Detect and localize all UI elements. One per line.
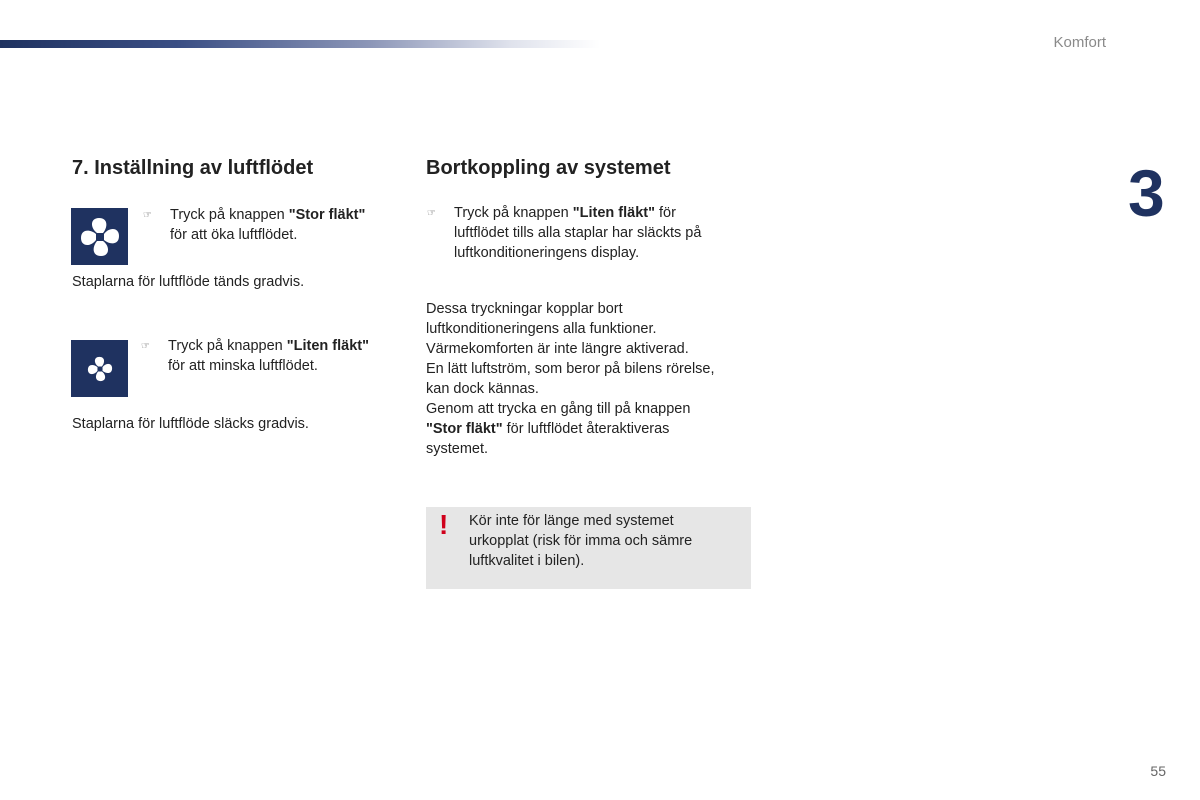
fan-large-icon (71, 208, 128, 265)
right-step-line3: luftkonditioneringens display. (454, 245, 640, 261)
warning-box (426, 507, 751, 589)
right-step (427, 203, 702, 263)
right-step-line1: Tryck på knappen "Liten fläkt" för (454, 205, 676, 221)
liten-flakt-button-name: "Liten fläkt" (286, 338, 369, 354)
right-paragraph-line: kan dock kännas. (426, 381, 539, 397)
right-paragraph-line: Dessa tryckningar kopplar bort (426, 301, 623, 317)
right-paragraph-line: Genom att trycka en gång till på knappen (426, 401, 691, 417)
left-section-title: 7. Inställning av luftflödet (72, 157, 314, 179)
stor-flakt-button-name: "Stor fläkt" (288, 207, 366, 223)
left-step-1-line2: för att öka luftflödet. (170, 227, 298, 243)
pointing-hand-icon: ☞ (141, 341, 150, 352)
liten-flakt-button-name: "Liten fläkt" (572, 205, 655, 221)
warning-text (469, 511, 739, 571)
warning-icon: ! (439, 509, 449, 540)
warning-line: urkopplat (risk för imma och sämre (469, 533, 693, 549)
right-paragraph-line: "Stor fläkt" för luftflödet återaktiveras (426, 421, 670, 437)
warning-line: Kör inte för länge med systemet (469, 513, 674, 529)
stor-flakt-button-name: "Stor fläkt" (426, 421, 503, 437)
left-note-2: Staplarna för luftflöde släcks gradvis. (72, 416, 309, 432)
right-paragraph-line: luftkonditioneringens alla funktioner. (426, 321, 657, 337)
left-step-2 (141, 336, 369, 376)
chapter-number: 3 (1128, 156, 1165, 230)
right-paragraph-line: En lätt luftström, som beror på bilens rörelse, (426, 361, 715, 377)
right-paragraph-line: systemet. (426, 441, 489, 457)
header-gradient-bar (0, 40, 600, 48)
left-step-1-line1: Tryck på knappen "Stor fläkt" (170, 207, 366, 223)
left-step-2-line2: för att minska luftflödet. (168, 358, 318, 374)
page-number: 55 (1150, 763, 1166, 779)
pointing-hand-icon: ☞ (427, 208, 436, 219)
left-note-1: Staplarna för luftflöde tänds gradvis. (72, 274, 305, 290)
right-paragraph-line: Värmekomforten är inte längre aktiverad. (426, 341, 689, 357)
right-paragraph (426, 299, 715, 459)
right-section-title: Bortkoppling av systemet (426, 157, 671, 179)
section-label: Komfort (1053, 34, 1106, 51)
left-step-2-line1: Tryck på knappen "Liten fläkt" (168, 338, 369, 354)
fan-small-icon (71, 340, 128, 397)
right-step-line2: luftflödet tills alla staplar har släckts på (454, 225, 702, 241)
left-step-1 (143, 205, 366, 245)
pointing-hand-icon: ☞ (143, 210, 152, 221)
warning-line: luftkvalitet i bilen). (469, 553, 585, 569)
